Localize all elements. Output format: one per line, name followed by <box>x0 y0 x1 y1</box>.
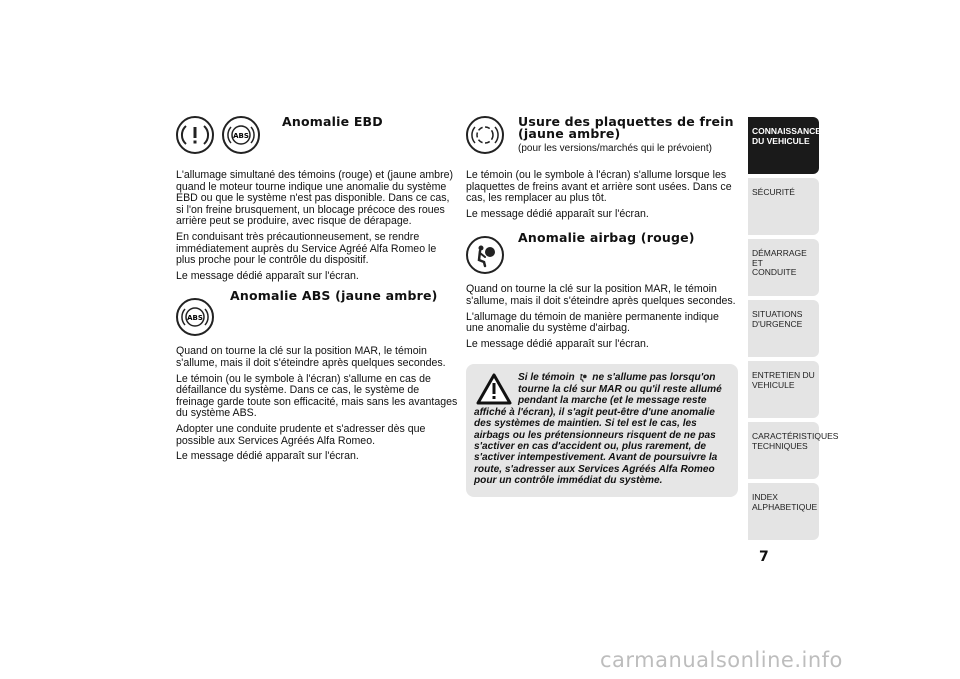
section-sidebar <box>748 117 839 544</box>
abs-icon <box>176 298 214 336</box>
abs-paragraph: Le témoin (ou le symbole à l'écran) s'allume en cas de défaillance du système. Dans ce cas, le système de freinage garde toute son efficacité, mais sans les avantages du système ABS. <box>176 372 458 420</box>
warning-text: Si le témoin <box>518 372 575 384</box>
abs-paragraph: Adopter une conduite prudente et s'adresser dès que possible aux Services Agréés Alfa Romeo. <box>176 422 426 447</box>
pads-paragraph: Le message dédié apparaît sur l'écran. <box>466 207 649 220</box>
ebd-paragraph: Le message dédié apparaît sur l'écran. <box>176 269 359 282</box>
warning-text: ne s'allume pas lorsqu'on tourne la clé sur MAR ou qu'il reste allumé pendant la marche (et le message reste affiché à l'écran), il s'agit peut-être d'une anomalie des systèmes de maintien. Si tel est le cas, les airbags ou les prétensionneurs risquent de ne pas s'activer en cas d'accident ou, plus rarement, de s'activer intempestivement. Avant de poursuivre la route, s'adresser aux Services Agréés Alfa Romeo pour un contrôle immédiat du système. <box>474 372 722 487</box>
abs-paragraph: Le message dédié apparaît sur l'écran. <box>176 450 359 463</box>
abs-title: Anomalie ABS (jaune ambre) <box>230 288 438 304</box>
svg-text:ABS: ABS <box>187 314 203 323</box>
tab-connaissance-du-vehicule[interactable]: CONNAISSANCE DU VEHICULE <box>748 117 819 174</box>
tab-entretien-du-vehicule[interactable]: ENTRETIEN DU VEHICULE <box>748 361 819 418</box>
airbag-icon <box>466 236 504 274</box>
ebd-header <box>176 112 458 166</box>
page-number: 7 <box>759 549 769 565</box>
ebd-title: Anomalie EBD <box>282 114 383 129</box>
pads-title-line2: (jaune ambre) <box>518 126 621 141</box>
airbag-header <box>466 230 738 284</box>
pads-title-line1: Usure des plaquettes de frein <box>518 114 734 129</box>
left-column <box>176 112 458 467</box>
watermark: carmanualsonline.info <box>600 648 843 672</box>
pads-subtitle: (pour les versions/marchés qui le prévoient) <box>518 143 712 154</box>
tab-demarrage-et-conduite[interactable]: DÉMARRAGE ET CONDUITE <box>748 239 819 296</box>
pads-paragraph: Le témoin (ou le symbole à l'écran) s'allume lorsque les plaquettes de freins avant et arrière sont usées. Dans ce cas, les remplacer au plus tôt. <box>466 169 732 205</box>
airbag-paragraph: Quand on tourne la clé sur la position MAR, le témoin s'allume, mais il doit s'éteindre après quelques secondes. <box>466 283 736 307</box>
ebd-paragraph: En conduisant très précautionneusement, se rendre immédiatement auprès du Service Agréé Alfa Romeo le plus proche pour le contrôle du dispositif. <box>176 230 437 267</box>
airbag-paragraph: L'allumage du témoin de manière permanente indique une anomalie du système d'airbag. <box>466 310 719 335</box>
airbag-title: Anomalie airbag (rouge) <box>518 230 695 246</box>
abs-header <box>176 290 458 340</box>
svg-text:ABS: ABS <box>233 132 249 140</box>
tab-situations-d-urgence[interactable]: SITUATIONS D'URGENCE <box>748 300 819 357</box>
pads-header <box>466 112 738 170</box>
tab-index-alphabetique[interactable]: INDEX ALPHABETIQUE <box>748 483 819 540</box>
right-column <box>466 112 738 497</box>
tab-caracteristiques-techniques[interactable]: CARACTÉRISTIQUES TECHNIQUES <box>748 422 819 479</box>
warning-box <box>466 364 738 496</box>
warning-triangle-icon <box>474 372 514 406</box>
airbag-icon <box>577 372 589 383</box>
abs-paragraph: Quand on tourne la clé sur la position MAR, le témoin s'allume, mais il doit s'éteindre après quelques secondes. <box>176 345 446 369</box>
airbag-paragraph: Le message dédié apparaît sur l'écran. <box>466 337 649 350</box>
tab-securite[interactable]: SÉCURITÉ <box>748 178 819 235</box>
brake-pad-wear-icon <box>466 116 504 154</box>
abs-icon <box>222 116 260 154</box>
exclamation-circle-icon <box>176 116 214 154</box>
ebd-paragraph: L'allumage simultané des témoins (rouge) et (jaune ambre) quand le moteur tourne indique une anomalie du système EBD ou que le système n'est pas disponible. Dans ce cas, si l'on freine brusquement, un blocage précoce des roues arrière peut se produire, avec risque de dérapage. <box>176 169 454 228</box>
